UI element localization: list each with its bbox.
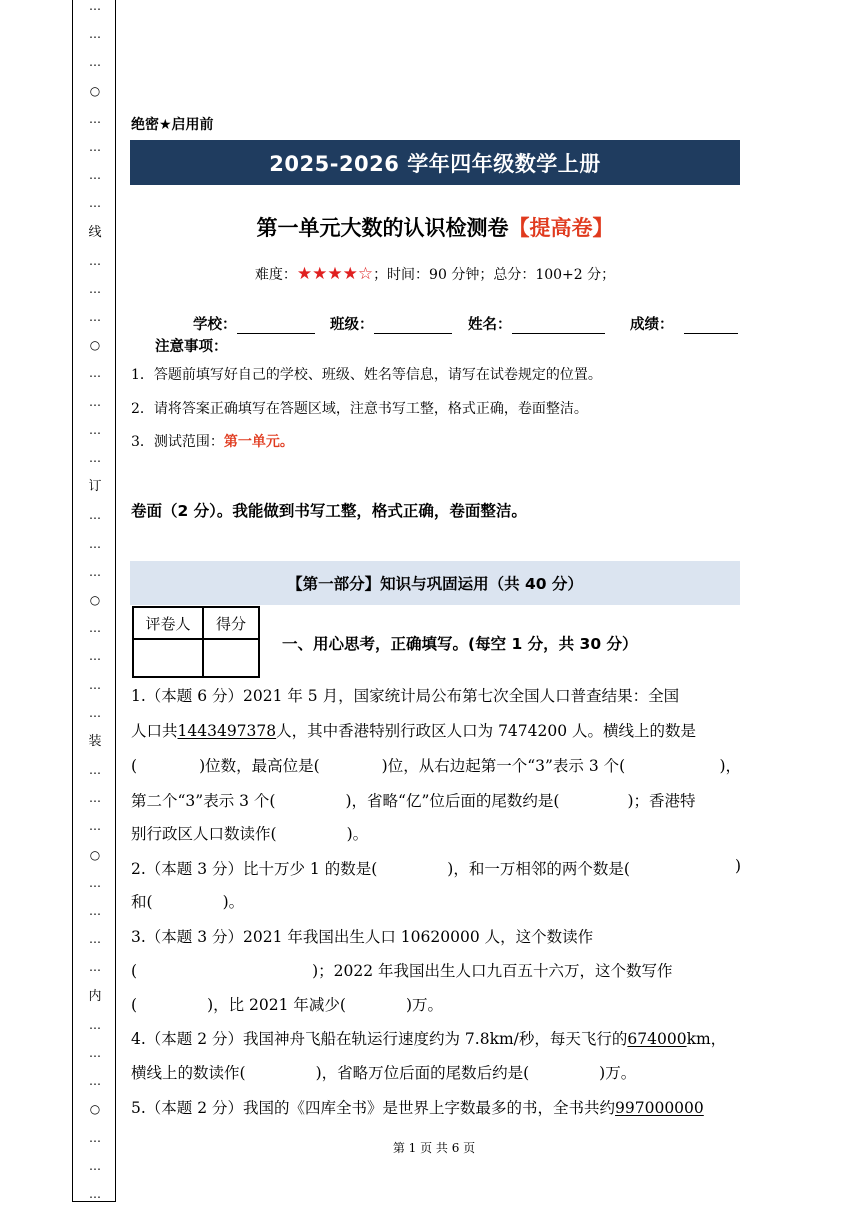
exam-meta <box>130 264 740 284</box>
class-field[interactable] <box>330 313 452 334</box>
binding-dots: … <box>89 281 101 296</box>
binding-dots: … <box>89 875 101 890</box>
notice-item-3-prefix: 3．测试范围： <box>131 434 224 450</box>
part1-title: 【第一部分】知识与巩固运用（共 40 分） <box>287 575 583 593</box>
score-cell[interactable] <box>203 639 259 677</box>
q3-line-2 <box>131 959 741 981</box>
q1-text: 人口共 <box>131 722 178 740</box>
binding-dots: … <box>89 1017 101 1032</box>
binding-dots: … <box>89 649 101 664</box>
q2-blank-group <box>131 857 630 879</box>
binding-dots: … <box>89 0 101 13</box>
school-label: 学校： <box>193 317 237 333</box>
binding-dots: … <box>89 253 101 268</box>
q1-text: 第二个“3”表示 3 个( <box>131 792 276 810</box>
q4-text: 横线上的数读作( <box>131 1064 246 1082</box>
binding-dots: … <box>89 422 101 437</box>
binding-dots: … <box>89 366 101 381</box>
binding-dots: … <box>89 621 101 636</box>
q3-text: )；2022 年我国出生人口九百五十六万，这个数写作 <box>312 962 673 980</box>
difficulty-stars-filled: ★★★★ <box>296 264 358 284</box>
binding-margin <box>72 0 116 1202</box>
q1-text: ( <box>131 757 138 775</box>
q4-line-2 <box>131 1061 741 1083</box>
class-label: 班级： <box>330 317 374 333</box>
q1-blank-group <box>131 754 625 776</box>
binding-dots: … <box>89 960 101 975</box>
q3-text: ( <box>131 962 138 980</box>
q1-text: )， <box>719 757 741 775</box>
security-mark: 绝密★启用前 <box>131 117 214 133</box>
q2-text: )。 <box>222 893 245 911</box>
binding-dots: … <box>89 1158 101 1173</box>
subtitle-main: 第一单元大数的认识检测卷 <box>256 216 509 240</box>
notice-item-3-value: 第一单元。 <box>223 434 294 450</box>
binding-dots: … <box>89 536 101 551</box>
binding-dots: … <box>89 705 101 720</box>
binding-dots: … <box>89 508 101 523</box>
binding-dots: … <box>89 1074 101 1089</box>
q3-text: ( <box>131 996 138 1014</box>
q1-text: )位，从右边起第一个“3”表示 3 个( <box>381 757 626 775</box>
binding-dots: … <box>89 791 101 806</box>
notice-item-2: 2．请将答案正确填写在答题区域，注意书写工整，格式正确，卷面整洁。 <box>131 401 588 417</box>
q3-line-1: 3.（本题 3 分）2021 年我国出生人口 10620000 人，这个数读作 <box>131 928 594 946</box>
subtitle-tag: 【提高卷】 <box>508 216 614 240</box>
binding-dots: … <box>89 111 101 126</box>
q2-blank-group <box>665 857 741 879</box>
school-field[interactable] <box>193 313 315 334</box>
binding-dots: … <box>89 196 101 211</box>
q3-text: )万。 <box>405 996 444 1014</box>
q5-line-1 <box>131 1096 741 1118</box>
q2-line-2 <box>131 890 741 912</box>
binding-dots: … <box>89 451 101 465</box>
part1-header <box>130 561 740 605</box>
q3-text: )，比 2021 年减少( <box>207 996 346 1014</box>
page-footer: 第 1 页 共 6 页 <box>392 1141 476 1155</box>
q5-text: 5.（本题 2 分）我国的《四库全书》是世界上字数最多的书，全书共约 <box>131 1099 616 1117</box>
exam-title: 2025-2026 学年四年级数学上册 <box>269 151 601 176</box>
reviewer-header: 评卷人 <box>133 607 203 639</box>
q4-underlined-number: 674000 <box>627 1030 687 1048</box>
notice-title: 注意事项： <box>155 339 228 355</box>
binding-dots: … <box>89 1045 101 1060</box>
name-label: 姓名： <box>468 317 512 333</box>
q1-underlined-number: 1443497378 <box>177 722 277 740</box>
notice-item-1: 1．答题前填写好自己的学校、班级、姓名等信息，请写在试卷规定的位置。 <box>131 367 602 383</box>
score-label: 成绩： <box>630 317 674 333</box>
name-field[interactable] <box>468 313 605 334</box>
score-header: 得分 <box>203 607 259 639</box>
binding-hole: ○ <box>89 83 101 98</box>
q1-line-4 <box>131 789 741 811</box>
q2-text: ) <box>734 857 741 875</box>
binding-dots: … <box>89 168 101 183</box>
q1-text: 别行政区人口数读作( <box>131 825 277 843</box>
binding-dots: … <box>89 55 101 70</box>
difficulty-stars-empty: ☆ <box>357 264 374 284</box>
binding-hole: ○ <box>89 338 101 353</box>
binding-dots: … <box>89 139 101 154</box>
q3-line-3 <box>131 993 741 1015</box>
binding-dots: … <box>89 1130 101 1145</box>
binding-hole: ○ <box>89 847 101 862</box>
binding-label: 装 <box>88 733 102 749</box>
exam-title-bar <box>130 140 740 185</box>
score-field[interactable] <box>630 313 738 334</box>
q1-line-3 <box>131 754 741 776</box>
binding-dots: … <box>89 819 101 834</box>
time-total: ；时间：90 分钟；总分：100+2 分； <box>373 267 616 283</box>
q1-line-1: 1.（本题 6 分）2021 年 5 月，国家统计局公布第七次全国人口普查结果：全国 <box>131 687 680 705</box>
q4-text: km， <box>686 1030 727 1048</box>
q1-text: )位数，最高位是( <box>199 757 320 775</box>
reviewer-cell[interactable] <box>133 639 203 677</box>
binding-dots: … <box>89 1186 101 1201</box>
q1-blank-group <box>679 754 741 776</box>
q4-line-1 <box>131 1027 741 1049</box>
binding-dots: … <box>89 394 101 409</box>
binding-dots: … <box>89 677 101 692</box>
binding-hole: ○ <box>89 1102 101 1117</box>
q1-text: 人，其中香港特别行政区人口为 7474200 人。横线上的数是 <box>276 722 697 740</box>
q4-text: )，省略万位后面的尾数后约是( <box>315 1064 530 1082</box>
q2-text: 和( <box>131 893 153 911</box>
q1-line-2 <box>131 719 741 741</box>
binding-dots: … <box>89 564 101 579</box>
notice-item-3 <box>131 431 294 451</box>
neatness-note: 卷面（2 分）。我能做到书写工整，格式正确，卷面整洁。 <box>131 502 527 520</box>
binding-marks <box>73 0 117 1200</box>
q1-text: )，省略“亿”位后面的尾数约是( <box>345 792 560 810</box>
binding-dots: … <box>89 763 101 778</box>
q4-text: )万。 <box>599 1064 637 1082</box>
q5-underlined-number: 997000000 <box>615 1099 704 1117</box>
q1-text: )。 <box>346 825 369 843</box>
binding-dots: … <box>89 932 101 947</box>
q1-text: )；香港特 <box>627 792 696 810</box>
student-info-row <box>193 313 743 333</box>
difficulty-label: 难度： <box>254 267 297 283</box>
grader-table <box>132 606 260 678</box>
q1-line-5 <box>131 822 741 844</box>
binding-dots: … <box>89 310 101 325</box>
exam-subtitle <box>130 212 740 242</box>
binding-label: 内 <box>88 988 102 1004</box>
q2-text: )，和一万相邻的两个数是( <box>447 860 630 878</box>
binding-hole: ○ <box>89 592 101 607</box>
binding-dots: … <box>89 27 101 42</box>
q2-line-1 <box>131 857 741 879</box>
binding-label: 订 <box>88 479 102 495</box>
section-1-heading: 一、用心思考，正确填写。(每空 1 分，共 30 分） <box>282 635 638 653</box>
binding-dots: … <box>89 904 101 918</box>
binding-label: 线 <box>88 224 102 240</box>
q2-text: 2.（本题 3 分）比十万少 1 的数是( <box>131 860 378 878</box>
q4-text: 4.（本题 2 分）我国神舟飞船在轨运行速度约为 7.8km/秒，每天飞行的 <box>131 1030 628 1048</box>
